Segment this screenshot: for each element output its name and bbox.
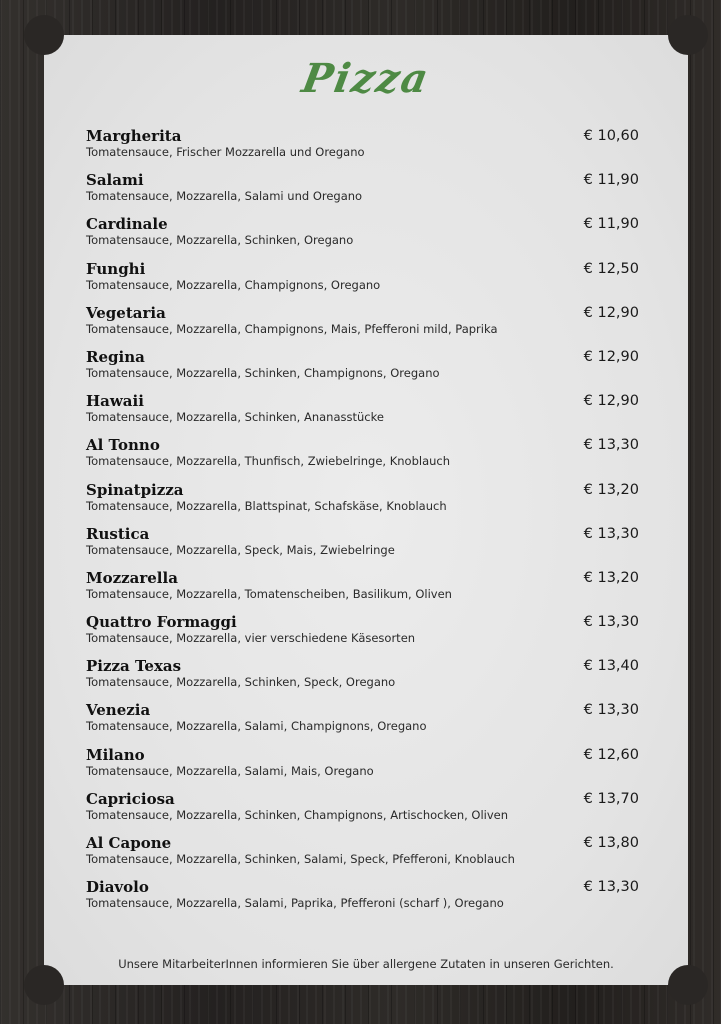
menu-item bbox=[86, 215, 639, 259]
item-name: Salami bbox=[86, 171, 144, 190]
menu-item bbox=[86, 481, 639, 525]
item-name: Milano bbox=[86, 745, 145, 764]
item-name: Funghi bbox=[86, 259, 146, 278]
item-price: € 13,30 bbox=[583, 437, 639, 454]
item-name: Spinatpizza bbox=[86, 480, 184, 499]
menu-item bbox=[86, 701, 639, 745]
item-description: Tomatensauce, Mozzarella, Schinken, Ananasstücke bbox=[86, 410, 384, 425]
item-description: Tomatensauce, Mozzarella, Schinken, Champignons, Oregano bbox=[86, 365, 440, 380]
item-name: Vegetaria bbox=[86, 303, 166, 322]
item-description: Tomatensauce, Mozzarella, Salami, Champignons, Oregano bbox=[86, 719, 427, 734]
item-name: Mozzarella bbox=[86, 568, 178, 587]
item-name: Regina bbox=[86, 347, 145, 366]
corner-notch bbox=[668, 15, 708, 55]
item-name: Pizza Texas bbox=[86, 657, 182, 676]
item-price: € 13,30 bbox=[583, 525, 639, 542]
item-name: Capriciosa bbox=[86, 789, 175, 808]
item-price: € 13,20 bbox=[583, 481, 639, 498]
menu-item bbox=[86, 348, 639, 392]
menu-item bbox=[86, 304, 639, 348]
item-price: € 12,90 bbox=[583, 304, 639, 321]
item-price: € 13,30 bbox=[583, 614, 639, 631]
item-price: € 10,60 bbox=[583, 128, 639, 144]
item-name: Venezia bbox=[86, 701, 151, 720]
menu-item bbox=[86, 613, 639, 657]
item-description: Tomatensauce, Mozzarella, Salami, Paprika, Pfefferoni (scharf ), Oregano bbox=[86, 896, 504, 911]
item-price: € 11,90 bbox=[583, 172, 639, 189]
menu-item bbox=[86, 127, 639, 171]
item-price: € 13,80 bbox=[583, 835, 639, 851]
item-name: Rustica bbox=[86, 524, 150, 543]
item-price: € 13,30 bbox=[583, 879, 639, 896]
item-price: € 12,90 bbox=[583, 348, 639, 365]
menu-items-list bbox=[86, 127, 639, 922]
item-price: € 12,60 bbox=[583, 746, 639, 763]
item-price: € 13,40 bbox=[583, 658, 639, 675]
item-price: € 13,30 bbox=[583, 702, 639, 719]
item-price: € 12,50 bbox=[583, 260, 639, 277]
menu-title: Pizza bbox=[298, 55, 434, 102]
item-description: Tomatensauce, Mozzarella, Schinken, Speck, Oregano bbox=[86, 675, 396, 690]
corner-notch bbox=[668, 965, 708, 1005]
item-price: € 11,90 bbox=[583, 216, 639, 233]
menu-item bbox=[86, 171, 639, 215]
corner-notch bbox=[24, 15, 64, 55]
menu-item bbox=[86, 436, 639, 480]
menu-card bbox=[44, 35, 688, 985]
item-price: € 12,90 bbox=[583, 393, 639, 410]
item-name: Margherita bbox=[86, 127, 182, 145]
corner-notch bbox=[24, 965, 64, 1005]
item-name: Cardinale bbox=[86, 215, 168, 234]
item-description: Tomatensauce, Mozzarella, Salami und Oregano bbox=[86, 189, 363, 204]
menu-item bbox=[86, 569, 639, 613]
menu-item bbox=[86, 790, 639, 834]
item-description: Tomatensauce, Mozzarella, vier verschiedene Käsesorten bbox=[86, 631, 416, 646]
item-price: € 13,20 bbox=[583, 569, 639, 586]
item-description: Tomatensauce, Mozzarella, Champignons, Oregano bbox=[86, 277, 381, 292]
item-description: Tomatensauce, Mozzarella, Speck, Mais, Zwiebelringe bbox=[86, 542, 395, 557]
item-price: € 13,70 bbox=[583, 790, 639, 807]
item-description: Tomatensauce, Mozzarella, Blattspinat, Schafskäse, Knoblauch bbox=[86, 498, 447, 513]
item-name: Diavolo bbox=[86, 878, 149, 897]
menu-item bbox=[86, 878, 639, 922]
menu-item bbox=[86, 657, 639, 701]
item-description: Tomatensauce, Mozzarella, Salami, Mais, Oregano bbox=[86, 763, 374, 778]
item-name: Quattro Formaggi bbox=[86, 613, 237, 632]
menu-item bbox=[86, 834, 639, 878]
item-name: Hawaii bbox=[86, 392, 144, 411]
item-description: Tomatensauce, Mozzarella, Thunfisch, Zwiebelringe, Knoblauch bbox=[86, 454, 451, 469]
menu-item bbox=[86, 746, 639, 790]
allergen-note: Unsere MitarbeiterInnen informieren Sie über allergene Zutaten in unseren Gerichten. bbox=[118, 957, 614, 971]
item-description: Tomatensauce, Mozzarella, Schinken, Oregano bbox=[86, 233, 354, 248]
item-description: Tomatensauce, Mozzarella, Champignons, Mais, Pfefferoni mild, Paprika bbox=[86, 321, 498, 336]
item-description: Tomatensauce, Frischer Mozzarella und Oregano bbox=[86, 145, 365, 159]
item-name: Al Tonno bbox=[86, 436, 160, 455]
item-description: Tomatensauce, Mozzarella, Tomatenscheiben, Basilikum, Oliven bbox=[86, 586, 452, 601]
item-description: Tomatensauce, Mozzarella, Schinken, Champignons, Artischocken, Oliven bbox=[86, 807, 509, 822]
menu-item bbox=[86, 392, 639, 436]
item-description: Tomatensauce, Mozzarella, Schinken, Salami, Speck, Pfefferoni, Knoblauch bbox=[86, 852, 515, 866]
menu-item bbox=[86, 260, 639, 304]
item-name: Al Capone bbox=[86, 834, 172, 852]
menu-item bbox=[86, 525, 639, 569]
